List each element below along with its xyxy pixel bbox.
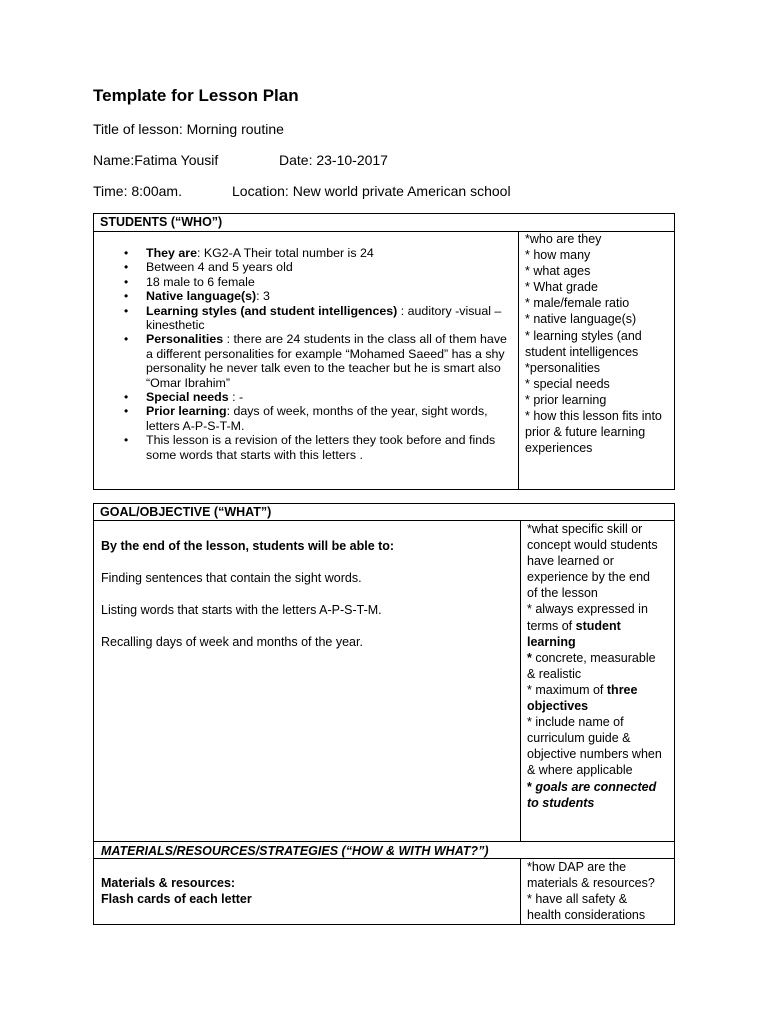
guide-line: materials & resources? [527,876,655,891]
goal-header: GOAL/OBJECTIVE (“WHAT”) [94,504,674,521]
guide-line: * maximum of three [527,682,638,697]
guide-line: * have all safety & [527,892,628,907]
list-item: • Learning styles (and student intelligences) : auditory -visual – kinesthetic [116,304,516,333]
document-title: Template for Lesson Plan [93,86,299,105]
goal-intro: By the end of the lesson, students will be able to: [101,539,395,553]
guide-line: * male/female ratio [525,296,630,311]
guide-line: prior & future learning [525,425,646,440]
lesson-time: Time: 8:00am. [93,183,182,199]
guide-line: experience by the end [527,570,651,585]
lesson-location: Location: New world private American school [232,183,511,199]
guide-line: * always expressed in [527,602,648,617]
lesson-date: Date: 23-10-2017 [279,152,388,168]
list-item: • This lesson is a revision of the letters they took before and finds some words that starts with this letters . [116,433,516,462]
students-guide [525,231,662,456]
materials-header: MATERIALS/RESOURCES/STRATEGIES (“HOW & WITH WHAT?”) [101,844,489,858]
guide-line: * special needs [525,376,610,391]
guide-line: health considerations [527,908,646,923]
list-item: • Personalities : there are 24 students in the class all of them have a different personalities for example “Mohamed Saeed” has a shy personality he never talk even to the teacher but he is smart also “Omar Ibrahim” [116,332,516,390]
list-item: • Prior learning: days of week, months of the year, sight words, letters A-P-S-T-M. [116,404,516,433]
guide-line: * what ages [525,264,591,279]
objective-3: Recalling days of week and months of the year. [101,635,363,649]
list-item: • Special needs : - [116,390,516,404]
guide-line: * how many [525,248,591,263]
column-divider [518,231,519,489]
guide-line: * prior learning [525,392,607,407]
guide-line: learning [527,634,576,649]
guide-line: *personalities [525,360,601,375]
lesson-title: Title of lesson: Morning routine [93,121,284,137]
guide-line: & where applicable [527,763,633,778]
guide-line: objective numbers when [527,747,662,762]
guide-line: curriculum guide & [527,731,631,746]
guide-line: *what specific skill or [527,522,643,536]
guide-line: * concrete, measurable [527,650,656,665]
guide-line: objectives [527,699,589,714]
guide-line: terms of student [527,618,621,633]
list-item: • They are: KG2-A Their total number is 24 [116,246,516,260]
students-table [93,213,675,490]
guide-line: *how DAP are the [527,860,627,874]
guide-line: * What grade [525,280,598,295]
students-header: STUDENTS (“WHO”) [94,214,674,232]
guide-line: of the lesson [527,586,598,601]
guide-line: * goals are connected [527,779,657,794]
materials-item: Flash cards of each letter [101,892,252,906]
guide-line: & realistic [527,666,582,681]
guide-line: * native language(s) [525,312,637,327]
guide-line: *who are they [525,232,602,246]
guide-line: concept would students [527,538,658,553]
objective-1: Finding sentences that contain the sight words. [101,571,362,585]
column-divider [520,520,521,841]
guide-line: have learned or [527,554,614,569]
guide-line: * how this lesson fits into [525,409,662,424]
list-item: • 18 male to 6 female [116,275,516,289]
list-item: • Between 4 and 5 years old [116,260,516,274]
teacher-name: Name:Fatima Yousif [93,152,219,168]
students-list [116,246,516,462]
guide-line: * include name of [527,715,624,730]
materials-guide [527,859,655,923]
objective-2: Listing words that starts with the letters A-P-S-T-M. [101,603,382,617]
list-item: • Native language(s): 3 [116,289,516,303]
guide-line: to students [527,795,595,810]
materials-label: Materials & resources: [101,876,236,890]
section-divider [94,841,674,842]
guide-line: * learning styles (and [525,328,642,343]
goal-table [93,503,675,925]
guide-line: student intelligences [525,344,639,359]
column-divider [520,858,521,924]
guide-line: experiences [525,441,593,456]
goal-guide [527,521,662,811]
